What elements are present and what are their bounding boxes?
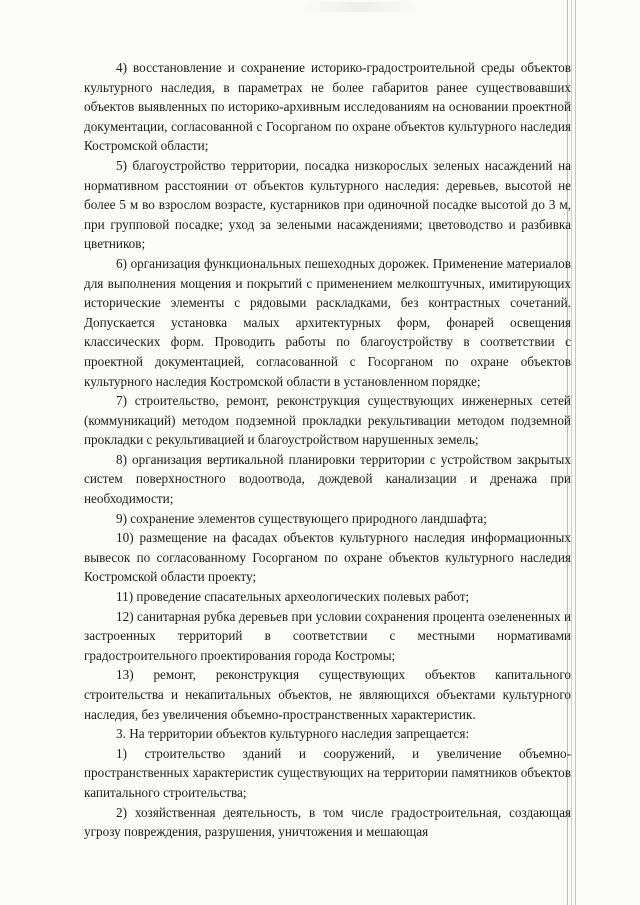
scan-edge-line [575,0,576,905]
list-item: 10) размещение на фасадах объектов культурного наследия информационных вывесок по согласованному Госорганом по охране объектов культурного наследия Костромской области проекту; [84,530,571,585]
list-item: 4) восстановление и сохранение историко-градостроительной среды объектов культурного наследия, в параметрах не более габаритов ранее существовавших объектов выявленных по историко-архивным исследованиям на основании проектной документации, согласованной с Госорганом по охране объектов культурного наследия Костромской области; [84,60,571,154]
list-item: 2) хозяйственная деятельность, в том числе градостроительная, создающая угрозу повреждения, разрушения, уничтожения и мешающая [84,804,571,840]
scan-smudge [300,2,420,12]
list-item: 5) благоустройство территории, посадка низкорослых зеленых насаждений на нормативном расстоянии от объектов культурного наследия: деревьев, высотой не более 5 м во взрослом возрасте, кустарников при одиночной посадке высотой до 3 м, при групповой посадке; уход за зелеными насаждениями; цветоводство и разбивка цветников; [84,157,571,252]
list-item: 8) организация вертикальной планировки территории с устройством закрытых систем поверхностного водоотвода, дождевой канализации и дренажа при необходимости; [84,451,571,507]
scan-edge-line [571,0,572,905]
list-item: 12) санитарная рубка деревьев при условии сохранения процента озелененных и застроенных территорий в соответствии с местными нормативами градостроительного проектирования города Костромы; [84,608,571,663]
list-item: 9) сохранение элементов существующего природного ландшафта; [116,510,487,526]
list-item: 6) организация функциональных пешеходных дорожек. Применение материалов для выполнения мощения и покрытий с применением мелкоштучных, имитирующих исторические элементы с рядовыми раскладками, без контрастных сочетаний. Допускается установка малых архитектурных форм, фонарей освещения классических форм. Проводить работы по благоустройству в соответствии с проектной документацией, согласованной с Госорганом по охране объектов культурного наследия Костромской области в установленном порядке; [84,255,571,389]
list-item: 13) ремонт, реконструкция существующих объектов капитального строительства и некапитальных объектов, не являющихся объектами культурного наследия, без увеличения объемно-пространственных характеристик. [84,667,571,722]
list-item: 1) строительство зданий и сооружений, и увеличение объемно-пространственных характеристик существующих на территории памятников объектов капитального строительства; [84,745,571,800]
list-item: 11) проведение спасательных археологических полевых работ; [116,589,470,605]
section-heading: 3. На территории объектов культурного наследия запрещается: [116,726,470,742]
document-body [84,58,571,842]
list-item: 7) строительство, ремонт, реконструкция существующих инженерных сетей (коммуникаций) методом подземной прокладки рекультивации методом подземной прокладки с рекультивацией и благоустройством нарушенных земель; [84,393,571,448]
